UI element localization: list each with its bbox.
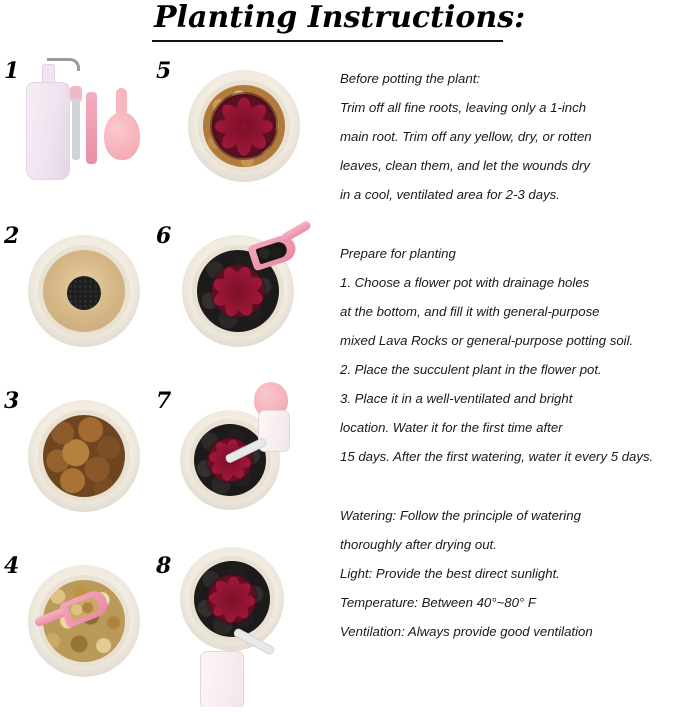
photo-succulent-in-gravel	[180, 52, 312, 212]
step-number-2: 2	[4, 223, 20, 249]
title-underline	[152, 40, 503, 42]
before-potting-heading: Before potting the plant:	[340, 71, 481, 86]
drainage-mesh-icon	[67, 276, 101, 310]
steps-column-right	[148, 52, 326, 712]
care-line-4: Temperature: Between 40°~80° F	[340, 595, 536, 610]
flower-pot	[188, 70, 300, 182]
watering-bottle	[26, 82, 70, 180]
photo-succulent-with-lava-rock-scoop	[180, 217, 312, 377]
step-5	[148, 52, 326, 217]
before-potting-line-3: leaves, clean them, and let the wounds dry	[340, 158, 590, 173]
photo-bowl-of-pebbles	[20, 382, 148, 542]
spacer	[340, 471, 679, 501]
step-number-5: 5	[156, 58, 172, 84]
step-number-4: 4	[4, 553, 20, 579]
flower-pot	[180, 547, 284, 651]
scoop-handle	[280, 220, 312, 244]
step-number-3: 3	[4, 388, 20, 414]
prepare-line-3: mixed Lava Rocks or general-purpose potting soil.	[340, 333, 634, 348]
before-potting-line-1: Trim off all fine roots, leaving only a 1-inch	[340, 100, 587, 115]
care-block	[340, 501, 679, 646]
step-8	[148, 547, 326, 712]
step-1	[0, 52, 148, 217]
step-number-6: 6	[156, 223, 172, 249]
step-number-8: 8	[156, 553, 172, 579]
steps-column-left	[0, 52, 148, 712]
succulent-rosette	[212, 265, 264, 317]
photo-watering-succulent-with-bottle	[180, 547, 312, 707]
flower-pot	[28, 400, 140, 512]
care-line-1: Watering: Follow the principle of watering	[340, 508, 581, 523]
care-line-3: Light: Provide the best direct sunlight.	[340, 566, 560, 581]
care-line-2: thoroughly after drying out.	[340, 537, 497, 552]
scoop-contents	[255, 240, 288, 264]
pot-interior	[43, 415, 125, 497]
instructions-column	[340, 64, 679, 646]
page-title: Planting Instructions:	[154, 0, 526, 35]
step-number-1: 1	[4, 58, 20, 84]
step-number-7: 7	[156, 388, 172, 414]
photo-watering-succulent-closeup	[180, 382, 312, 542]
prepare-line-6: location. Water it for the first time after	[340, 420, 563, 435]
scoop-contents	[67, 595, 101, 621]
before-potting-line-4: in a cool, ventilated area for 2-3 days.	[340, 187, 560, 202]
prepare-heading: Prepare for planting	[340, 246, 456, 261]
succulent-rosette	[212, 94, 276, 158]
flower-pot	[28, 235, 140, 347]
prepare-block	[340, 239, 679, 471]
care-line-5: Ventilation: Always provide good ventilation	[340, 624, 593, 639]
air-blower	[104, 112, 140, 160]
step-2	[0, 217, 148, 382]
before-potting-block	[340, 64, 679, 209]
prepare-line-2: at the bottom, and fill it with general-purpose	[340, 304, 600, 319]
succulent-rosette	[208, 575, 256, 623]
photo-tools-kit	[20, 52, 148, 212]
photo-pot-with-drainage-mesh	[20, 217, 148, 377]
before-potting-line-2: main root. Trim off any yellow, dry, or rotten	[340, 129, 592, 144]
step-4	[0, 547, 148, 712]
tweezers	[86, 92, 97, 164]
brush-handle	[72, 98, 80, 160]
watering-bottle	[200, 651, 244, 707]
prepare-line-7: 15 days. After the first watering, water it every 5 days.	[340, 449, 654, 464]
pebble-texture	[43, 415, 125, 497]
step-7	[148, 382, 326, 547]
prepare-line-5: 3. Place it in a well-ventilated and bright	[340, 391, 573, 406]
step-3	[0, 382, 148, 547]
photo-bowl-of-mixed-gravel-with-scoop	[20, 547, 148, 707]
spacer	[340, 209, 679, 239]
page-title-block	[152, 0, 532, 42]
prepare-line-1: 1. Choose a flower pot with drainage holes	[340, 275, 590, 290]
step-6	[148, 217, 326, 382]
prepare-line-4: 2. Place the succulent plant in the flower pot.	[340, 362, 602, 377]
